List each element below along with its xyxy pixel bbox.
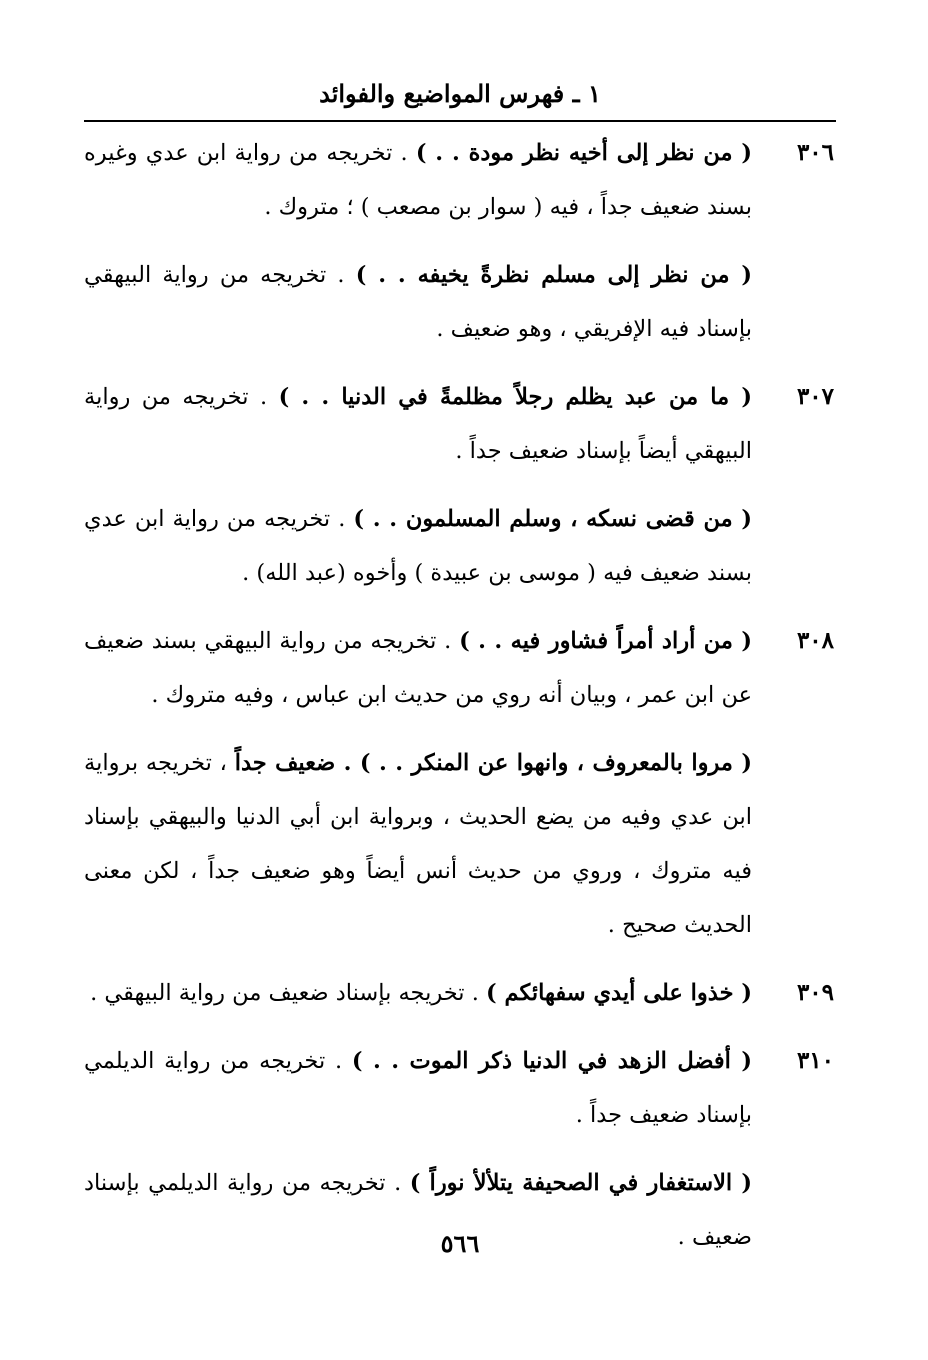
entry-body	[84, 126, 752, 356]
entry-body	[84, 614, 752, 952]
commentary-text: . تخريجه من رواية البيهقي بسند ضعيف عن ابن عمر ، وبيان أنه روي من حديث ابن عباس ، وفيه متروك .	[84, 628, 752, 708]
entry-number: ٣٠٨	[796, 627, 834, 654]
hadith-text: ( خذوا على أيدي سفهائكم )	[486, 980, 752, 1006]
entry-body	[84, 966, 752, 1020]
page-number: ٥٦٦	[440, 1229, 480, 1258]
entries-list	[84, 126, 836, 1278]
commentary-text: ، تخريجه برواية ابن عدي وفيه من يضع الحديث ، وبرواية ابن أبي الدنيا والبيهقي بإسناد فيه متروك ، وروي من حديث أنس أيضاً وهو ضعيف جداً ، لكن معنى الحديث صحيح .	[84, 750, 752, 938]
entry-number: ٣٠٧	[796, 383, 834, 410]
commentary-text: . تخريجه من رواية البيهقي أيضاً بإسناد ضعيف جداً .	[84, 384, 752, 464]
commentary-text: . تخريجه من رواية الديلمي بإسناد ضعيف .	[84, 1170, 752, 1250]
hadith-text: ( من قضى نسكه ، وسلم المسلمون . . )	[353, 506, 752, 532]
hadith-text: ( من نظر إلى أخيه نظر مودة . . )	[415, 140, 752, 166]
entry-paragraph	[84, 248, 752, 356]
entry-paragraph	[84, 1034, 752, 1142]
commentary-text: . تخريجه من رواية ابن عدي بسند ضعيف فيه ( موسى بن عبيدة ) وأخوه (عبد الله) .	[84, 506, 752, 586]
header-rule	[84, 120, 836, 122]
entry-paragraph	[84, 370, 752, 478]
commentary-text: . تخريجه من رواية البيهقي بإسناد فيه الإفريقي ، وهو ضعيف .	[84, 262, 752, 342]
hadith-text: ( مروا بالمعروف ، وانهوا عن المنكر . . ) . ضعيف جداً	[234, 750, 753, 776]
entry-number: ٣٠٩	[796, 979, 834, 1006]
entry-paragraph	[84, 966, 752, 1020]
commentary-text: . تخريجه من رواية ابن عدي وغيره بسند ضعيف جداً ، فيه ( سوار بن مصعب ) ؛ متروك .	[84, 140, 752, 220]
entry-paragraph	[84, 736, 752, 952]
entry-number: ٣٠٦	[796, 139, 834, 166]
commentary-text: . تخريجه بإسناد ضعيف من رواية البيهقي .	[90, 980, 487, 1006]
hadith-text: ( ما من عبد يظلم رجلاً مظلمةً في الدنيا . . )	[278, 384, 752, 410]
entry-paragraph	[84, 126, 752, 234]
entry	[84, 370, 836, 600]
entry-body	[84, 370, 752, 600]
entry-paragraph	[84, 614, 752, 722]
entry-number: ٣١٠	[796, 1047, 834, 1074]
commentary-text: . تخريجه من رواية الديلمي بإسناد ضعيف جداً .	[84, 1048, 752, 1128]
entry-paragraph	[84, 492, 752, 600]
hadith-text: ( أفضل الزهد في الدنيا ذكر الموت . . )	[351, 1048, 752, 1074]
page-header: ١ ـ فهرس المواضيع والفوائد	[319, 79, 601, 108]
entry	[84, 966, 836, 1020]
hadith-text: ( من أراد أمراً فشاور فيه . . )	[459, 628, 753, 654]
entry	[84, 126, 836, 356]
entry	[84, 614, 836, 952]
hadith-text: ( من نظر إلى مسلم نظرةً يخيفه . . )	[355, 262, 752, 288]
hadith-text: ( الاستغفار في الصحيفة يتلألأ نوراً )	[409, 1170, 752, 1196]
